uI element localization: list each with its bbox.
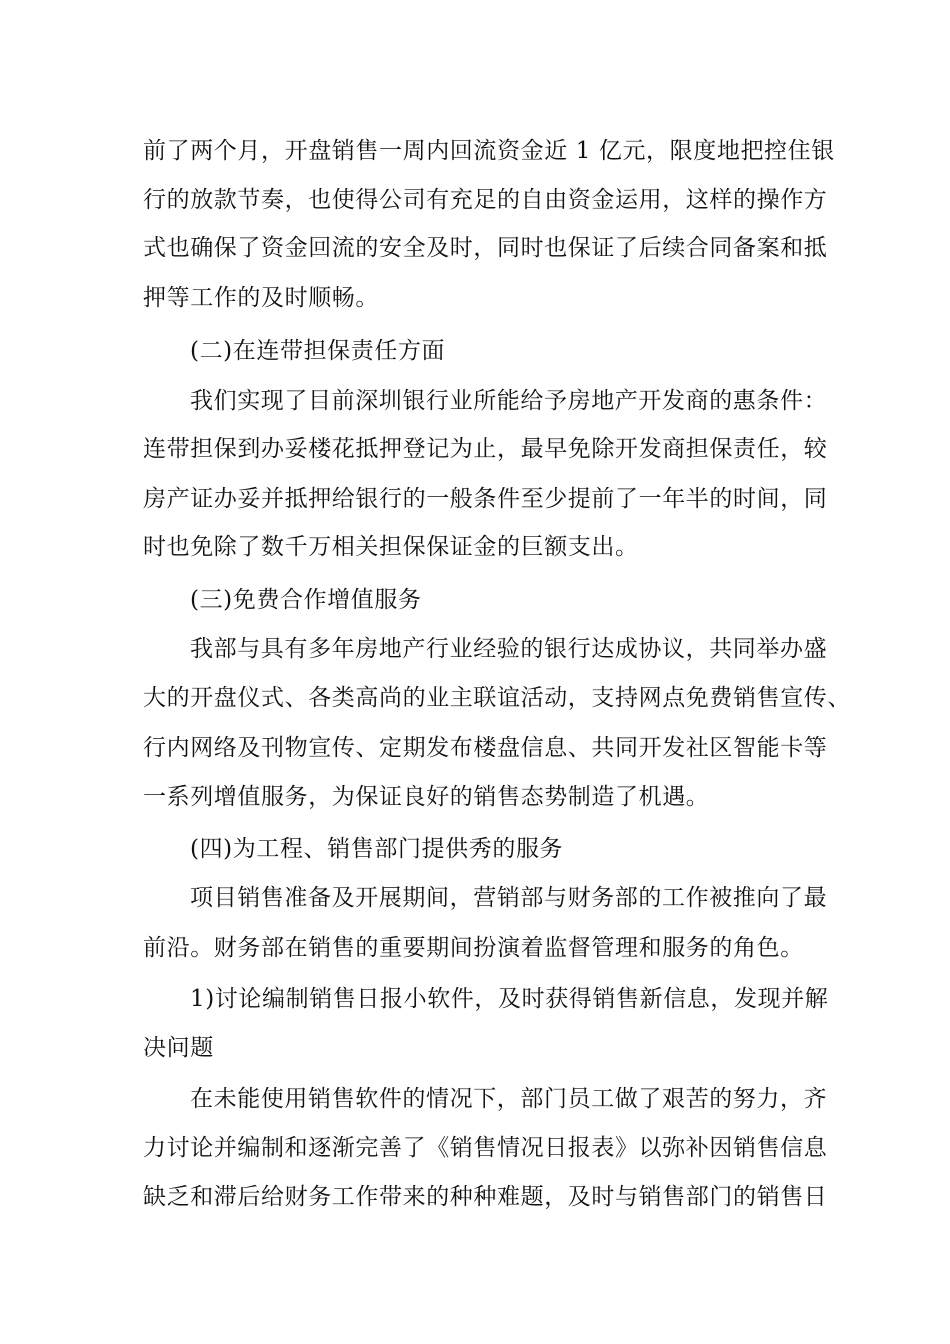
- paragraph-line: 房产证办妥并抵押给银行的一般条件至少提前了一年半的时间，同: [143, 486, 828, 512]
- paragraph-line: 我们实现了目前深圳银行业所能给予房地产开发商的惠条件：: [190, 388, 828, 414]
- paragraph-line: 项目销售准备及开展期间，营销部与财务部的工作被推向了最: [190, 885, 828, 911]
- paragraph-line: 行内网络及刊物宣传、定期发布楼盘信息、共同开发社区智能卡等: [143, 735, 828, 761]
- paragraph-line: 押等工作的及时顺畅。: [143, 285, 379, 311]
- paragraph-line: 决问题: [143, 1035, 214, 1061]
- paragraph-line: 前了两个月，开盘销售一周内回流资金近 1 亿元，限度地把控住银: [143, 138, 835, 164]
- section-heading: (四)为工程、销售部门提供秀的服务: [190, 836, 564, 862]
- section-heading: (三)免费合作增值服务: [190, 587, 422, 613]
- section-heading: (二)在连带担保责任方面: [190, 338, 446, 364]
- paragraph-line: 我部与具有多年房地产行业经验的银行达成协议，共同举办盛: [190, 636, 828, 662]
- paragraph-line: 1)讨论编制销售日报小软件，及时获得销售新信息，发现并解: [190, 986, 829, 1012]
- paragraph-line: 缺乏和滞后给财务工作带来的种种难题，及时与销售部门的销售日: [143, 1184, 828, 1210]
- paragraph-line: 时也免除了数千万相关担保保证金的巨额支出。: [143, 534, 639, 560]
- paragraph-line: 式也确保了资金回流的安全及时，同时也保证了后续合同备案和抵: [143, 235, 828, 261]
- paragraph-line: 前沿。财务部在销售的重要期间扮演着监督管理和服务的角色。: [143, 935, 804, 961]
- paragraph-line: 大的开盘仪式、各类高尚的业主联谊活动，支持网点免费销售宣传、: [143, 685, 851, 711]
- paragraph-line: 行的放款节奏，也使得公司有充足的自由资金运用，这样的操作方: [143, 187, 828, 213]
- paragraph-line: 力讨论并编制和逐渐完善了《销售情况日报表》以弥补因销售信息: [143, 1135, 828, 1161]
- paragraph-line: 连带担保到办妥楼花抵押登记为止，最早免除开发商担保责任，较: [143, 436, 828, 462]
- paragraph-line: 在未能使用销售软件的情况下，部门员工做了艰苦的努力，齐: [190, 1086, 828, 1112]
- paragraph-line: 一系列增值服务，为保证良好的销售态势制造了机遇。: [143, 784, 710, 810]
